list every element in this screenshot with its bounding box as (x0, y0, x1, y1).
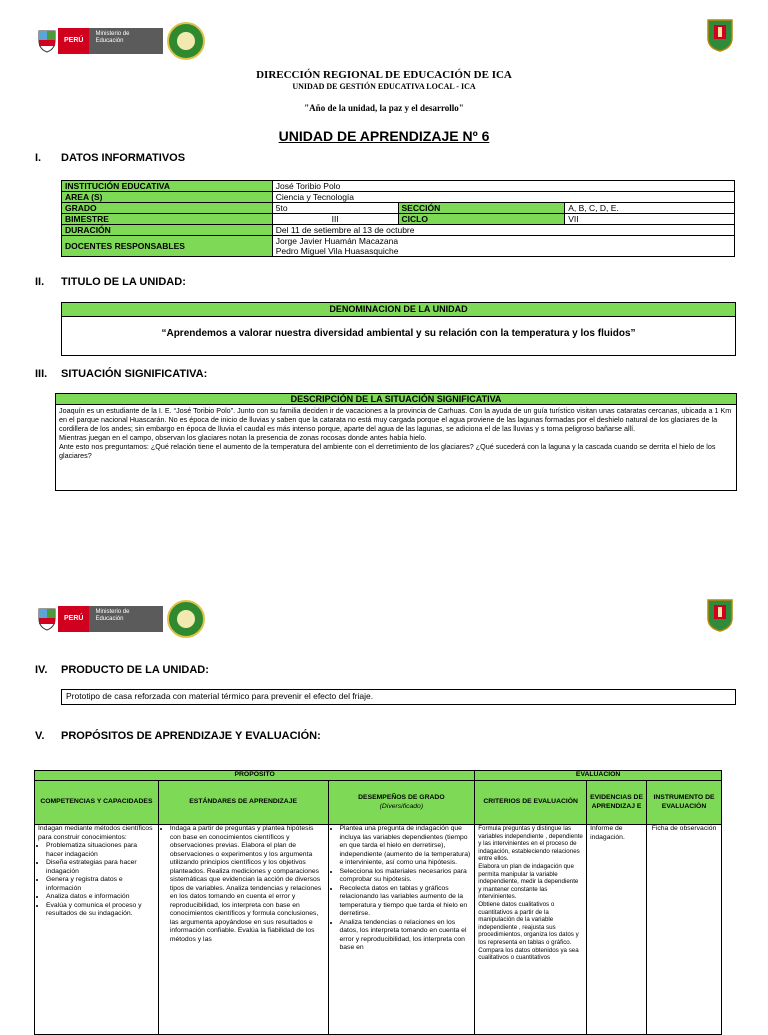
evidencia-cell: Informe de indagación. (587, 825, 647, 1035)
school-seal-icon (167, 22, 205, 60)
section-1-heading: I. DATOS INFORMATIVOS (35, 152, 186, 164)
criterio-item: Formula preguntas y distingue las variables independiente , dependiente y las intervinientes en el proceso de indagación, estableciendo relaciones entre ellos. (478, 825, 583, 863)
info-label: DURACIÓN (62, 225, 273, 236)
criterio-item: Compara los datos obtenidos ya sea cualitativos o cuantitativos (478, 946, 579, 962)
situacion-text (56, 405, 736, 461)
list-item: • Diseña estrategias para hacer indagación (46, 859, 155, 876)
info-label: AREA (S) (62, 192, 273, 203)
info-value (272, 236, 734, 257)
criterio-item: Obtiene datos cualitativos o cuantitativos a partir de la manipulación de la variable independiente , reajusta sus procedimientos, organiza los datos y los representa en tablas o gráfico. (478, 900, 579, 946)
estandares-cell (158, 825, 328, 1035)
ministry-label: Ministerio de Educación (89, 606, 163, 632)
info-value: A, B, C, D, E. (565, 203, 735, 214)
info-value: 5to (272, 203, 398, 214)
peru-label: PERÚ (58, 28, 89, 54)
info-value: José Toribio Polo (272, 181, 734, 192)
evaluacion-header: EVALUACIÓN (475, 771, 722, 781)
situacion-paragraph: Mientras juegan en el campo, observan los glaciares notan la presencia de zonas rocosas donde antes había hielo. (59, 433, 427, 442)
col-instrumento: INSTRUMENTO DE EVALUACIÓN (647, 781, 722, 825)
list-item: • Genera y registra datos e información (46, 876, 155, 893)
docente-1: Jorge Javier Huamán Macazana (275, 236, 399, 246)
capacidades-list (38, 842, 155, 919)
info-value: VII (565, 214, 735, 225)
competencia-intro: Indagan mediante métodos científicos para construir conocimientos: (38, 825, 153, 841)
school-crest-icon (706, 598, 734, 632)
motto: "Año de la unidad, la paz y el desarrollo" (304, 103, 464, 113)
situacion-header: DESCRIPCIÓN DE LA SITUACIÓN SIGNIFICATIVA (56, 394, 736, 405)
ministry-logo (36, 22, 205, 60)
col-criterios: CRITERIOS DE EVALUACIÓN (475, 781, 587, 825)
school-crest-icon (706, 18, 734, 52)
peru-shield-icon (36, 607, 58, 631)
section-2-heading: II. TITULO DE LA UNIDAD: (35, 276, 186, 288)
list-item: • Analiza tendencias o relaciones en los datos, los interpreta tomando en cuenta el error y reproducibilidad, los interpreta con base en (340, 919, 472, 953)
denominacion-header: DENOMINACION DE LA UNIDAD (62, 303, 735, 317)
competencias-cell (35, 825, 159, 1035)
info-value: Del 11 de setiembre al 13 de octubre (272, 225, 734, 236)
info-label: DOCENTES RESPONSABLES (62, 236, 273, 257)
producto-text: Prototipo de casa reforzada con material térmico para prevenir el efecto del friaje. (66, 691, 374, 701)
col-evidencias: EVIDENCIAS DE APRENDIZAJ E (587, 781, 647, 825)
peru-label: PERÚ (58, 606, 89, 632)
criterios-cell (475, 825, 587, 1035)
section-5-heading: V. PROPÓSITOS DE APRENDIZAJE Y EVALUACIÓN: (35, 730, 321, 742)
list-item: • Analiza datos e información (46, 893, 155, 902)
unit-title: UNIDAD DE APRENDIZAJE Nº 6 (278, 128, 490, 144)
proposito-header: PROPÓSITO (35, 771, 475, 781)
desempenos-cell (328, 825, 475, 1035)
list-item: • Recolecta datos en tablas y gráficos relacionando las variables aumento de la temperatura y tiempo que tarda el hielo en derretirse. (340, 885, 472, 919)
list-item: • Selecciona los materiales necesarios para comprobar su hipótesis. (340, 868, 472, 885)
list-item: • Plantea una pregunta de indagación que incluya las variables dependientes (tiempo en que tarda el hielo en derretirse), independiente (aumento de la temperatura) e interviniente, así como una hipótesis. (340, 825, 472, 868)
estandar-text: • Indaga a partir de preguntas y plantea hipótesis con base en conocimientos científicos y observaciones previas. Elabora el plan de observaciones o experimentos y los argumenta utilizando principios científicos y los objetivos planteados. Realiza mediciones y comparaciones sistemáticas que evidencian la acción de diversos tipos de variables. Analiza tendencias y relaciones en los datos tomando en cuenta el error y reproducibilidad, los interpreta con base en conocimientos científicos y formula conclusiones, las argumenta apoyándose en sus resultados e información confiable. Evalúa la fiabilidad de los métodos y las (170, 825, 325, 944)
direction-title: DIRECCIÓN REGIONAL DE EDUCACIÓN DE ICA (256, 69, 512, 81)
peru-shield-icon (36, 29, 58, 53)
situacion-paragraph: Joaquín es un estudiante de la I. E. “José Toribio Polo”. Junto con su familia deciden ir de vacaciones a la provincia de Carhuas. Con la ayuda de un guía turístico visitan unas cataratas cercanas, ubicada a 1 Km en el parque nacional Huascarán. No es época de inicio de lluvias y saben que la catarata no está muy cargada porque el agua proviene de las lagunas formadas por el deshielo natural de los glaciares de la cordillera de los andes; sin embargo en época de lluvia el caudal es más intenso porque, aparte del agua de las lagunas, se adiciona el de las lluvias y s torna peligroso bañarse allí. (59, 406, 732, 433)
col-competencias: COMPETENCIAS Y CAPACIDADES (35, 781, 159, 825)
school-seal-icon (167, 600, 205, 638)
info-label: BIMESTRE (62, 214, 273, 225)
section-4-heading: IV. PRODUCTO DE LA UNIDAD: (35, 664, 209, 676)
list-item: • Evalúa y comunica el proceso y resultados de su indagación. (46, 902, 155, 919)
ministry-label: Ministerio de Educación (89, 28, 163, 54)
info-label: CICLO (398, 214, 565, 225)
info-table (61, 180, 735, 257)
criterio-item: Elabora un plan de indagación que permita manipular la variable independiente, medir la dependiente y mantener constante las intervinientes. (478, 862, 579, 901)
docente-2: Pedro Miguel Vila Huasasquiche (275, 246, 399, 256)
col-estandares: ESTÁNDARES DE APRENDIZAJE (158, 781, 328, 825)
list-item: • Problematiza situaciones para hacer indagación (46, 842, 155, 859)
section-3-heading: III. SITUACIÓN SIGNIFICATIVA: (35, 368, 208, 380)
info-label: INSTITUCIÓN EDUCATIVA (62, 181, 273, 192)
info-label: SECCIÓN (398, 203, 565, 214)
ugel-title: UNIDAD DE GESTIÓN EDUCATIVA LOCAL - ICA (292, 82, 476, 91)
info-value: Ciencia y Tecnología (272, 192, 734, 203)
col-desempenos: DESEMPEÑOS DE GRADO (Diversificado) (328, 781, 475, 825)
situacion-paragraph: Ante esto nos preguntamos: ¿Qué relación tiene el aumento de la temperatura del ambiente con el derretimiento de los glaciares? ¿Qué sucederá con la laguna y la cascada cuando se derrita el hielo de los glaciares? (59, 442, 716, 460)
propositos-table (34, 770, 722, 1035)
info-value: III (272, 214, 398, 225)
instrumento-cell: Ficha de observación (647, 825, 722, 1035)
info-label: GRADO (62, 203, 273, 214)
producto-box (61, 689, 736, 705)
ministry-logo (36, 600, 205, 638)
situacion-box (55, 393, 737, 491)
denominacion-text: “Aprendemos a valorar nuestra diversidad ambiental y su relación con la temperatura y los fluidos” (161, 328, 636, 339)
desempenos-list (332, 825, 472, 953)
denominacion-box (61, 302, 736, 356)
